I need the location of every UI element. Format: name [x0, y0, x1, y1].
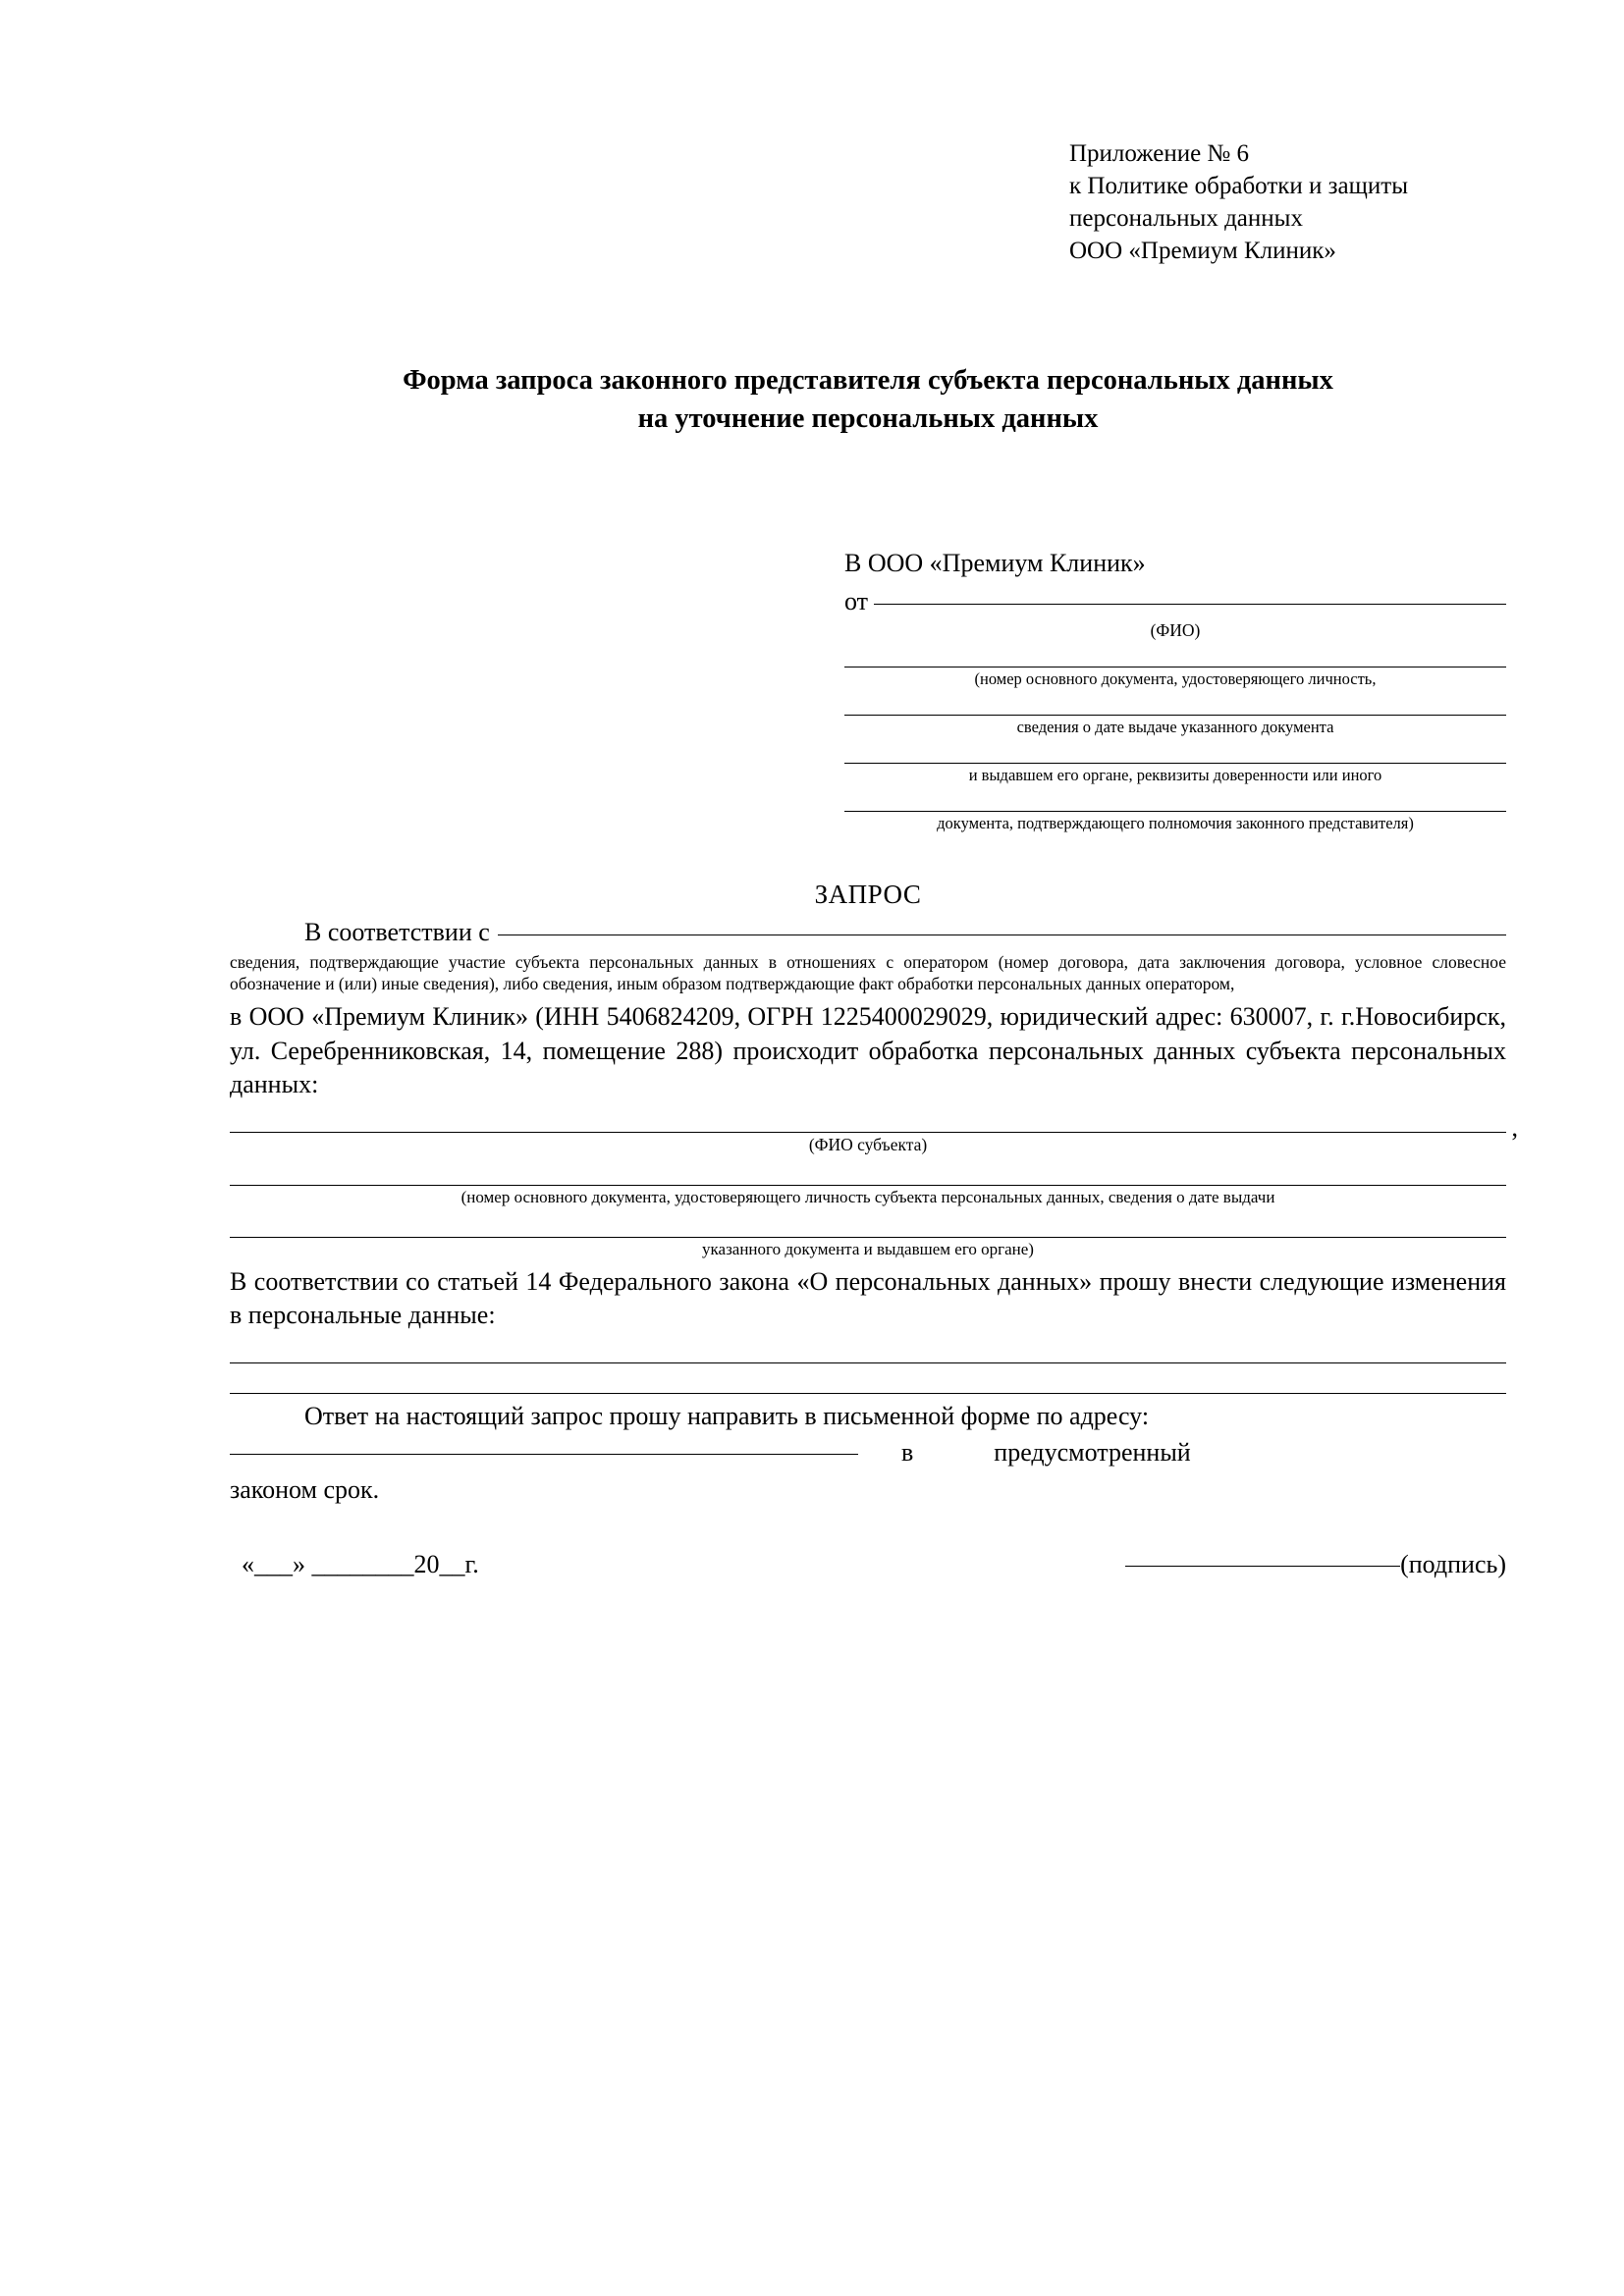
subject-fio-comma: , [1511, 1112, 1518, 1142]
addressee-block [844, 547, 1506, 642]
addressee-doc-date-field[interactable] [844, 715, 1506, 716]
document-content [230, 137, 1518, 1579]
changes-field-2[interactable] [230, 1393, 1506, 1394]
addressee-doc-date-caption: сведения о дате выдаче указанного документа [1016, 718, 1334, 737]
fineprint-note: сведения, подтверждающие участие субъекта персональных данных в отношениях с оператором (номер договора, дата заключения договора, условное словесное обозначение и (или) иные сведения), либо сведения, иным образом подтверждающие факт обработки персональных данных оператором, [230, 952, 1506, 993]
law-paragraph: В соответствии со статьей 14 Федерального закона «О персональных данных» прошу внести следующие изменения в персональные данные: [230, 1266, 1506, 1330]
subject-doc-field[interactable] [230, 1185, 1506, 1186]
reply-address-row [230, 1438, 1506, 1468]
appendix-number: Приложение № 6 [1069, 140, 1250, 167]
addressee-doc-organ-field[interactable] [844, 763, 1506, 764]
subject-fio-field[interactable] [230, 1132, 1506, 1133]
subject-doc2-caption: указанного документа и выдавшем его органе) [702, 1239, 1034, 1258]
subject-doc2-field-wrap [230, 1237, 1506, 1238]
signature-label: (подпись) [1400, 1550, 1506, 1579]
in-accordance-row [230, 918, 1506, 947]
subject-fio-caption: (ФИО субъекта) [808, 1134, 928, 1154]
addressee-doc-number-caption: (номер основного документа, удостоверяющего личность, [974, 669, 1377, 689]
addressee-doc-authority-field[interactable] [844, 811, 1506, 812]
appendix-policy-line1: к Политике обработки и защиты [1069, 173, 1409, 199]
addressee-extra-lines [844, 667, 1506, 832]
signature-field[interactable] [1125, 1566, 1400, 1567]
addressee-fio-caption: (ФИО) [1150, 620, 1201, 641]
page-title [230, 361, 1506, 439]
reply-tail-2: предусмотренный [994, 1437, 1191, 1467]
reply-tail-3: законом срок. [230, 1474, 380, 1504]
page-title-line1: Форма запроса законного представителя субъекта персональных данных [403, 365, 1333, 396]
subject-doc2-field[interactable] [230, 1237, 1506, 1238]
request-heading: ЗАПРОС [814, 880, 922, 910]
addressee-doc-organ-caption: и выдавшем его органе, реквизиты доверенности или иного [968, 765, 1382, 784]
subject-fio-field-wrap [230, 1112, 1518, 1142]
in-accordance-field[interactable] [498, 934, 1506, 935]
operator-paragraph: в ООО «Премиум Клиник» (ИНН 5406824209, ОГРН 1225400029029, юридический адрес: 630007, г. г.Новосибирск, ул. Серебренниковская, 14, помещение 288) происходит обработка персональных данных субъекта персональных данных: [230, 1002, 1506, 1099]
signature-row [230, 1550, 1506, 1579]
addressee-doc-authority-caption: документа, подтверждающего полномочия законного представителя) [937, 813, 1414, 832]
changes-field-2-wrap [230, 1393, 1506, 1394]
changes-field-1-wrap [230, 1362, 1506, 1363]
addressee-from-field[interactable] [874, 604, 1506, 605]
appendix-policy-line2: персональных данных [1069, 205, 1303, 232]
appendix-header [1069, 137, 1506, 267]
signature-date[interactable]: «___» ________20__г. [242, 1550, 479, 1579]
reply-paragraph: Ответ на настоящий запрос прошу направить в письменной форме по адресу: [304, 1402, 1150, 1431]
reply-tail-1: в [901, 1437, 914, 1467]
appendix-org: ООО «Премиум Клиник» [1069, 238, 1336, 264]
page-title-line2: на уточнение персональных данных [637, 403, 1099, 435]
addressee-from-row [844, 585, 1506, 618]
addressee-from-label: от [844, 587, 869, 616]
in-accordance-label: В соответствии с [304, 918, 490, 947]
changes-field-1[interactable] [230, 1362, 1506, 1363]
subject-doc-caption: (номер основного документа, удостоверяющего личность субъекта персональных данных, сведения о дате выдачи [460, 1187, 1275, 1206]
subject-doc-field-wrap [230, 1185, 1506, 1186]
reply-address-field[interactable] [230, 1454, 858, 1455]
addressee-org: В ООО «Премиум Клиник» [844, 548, 1146, 577]
